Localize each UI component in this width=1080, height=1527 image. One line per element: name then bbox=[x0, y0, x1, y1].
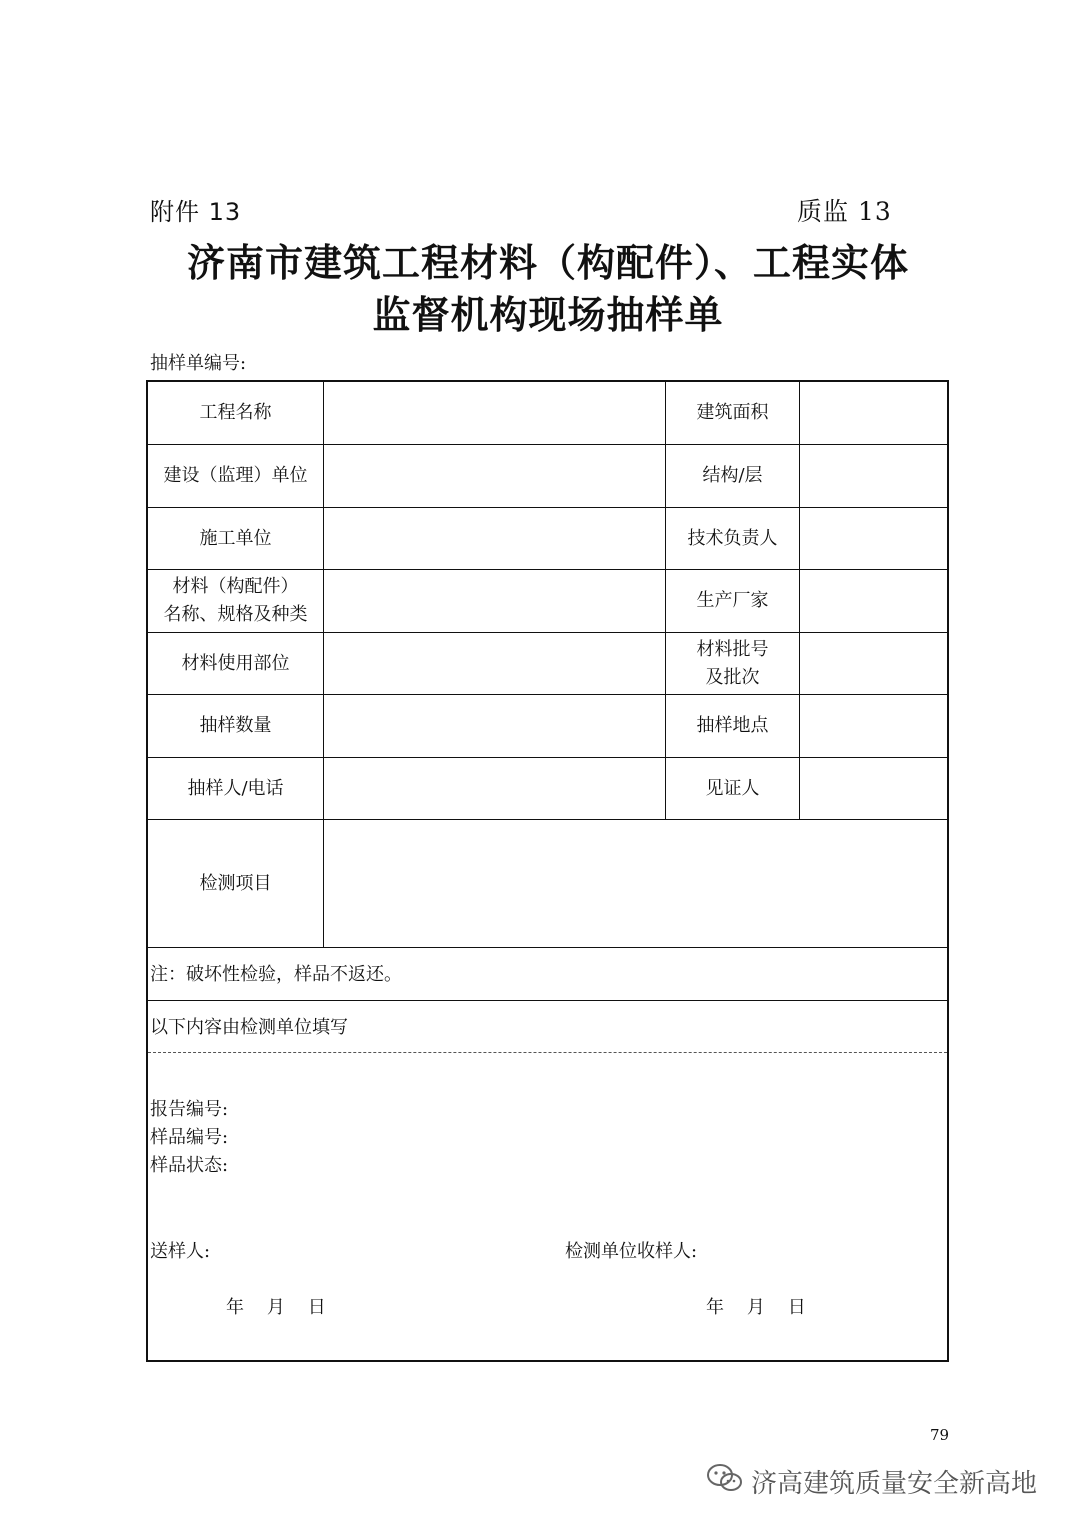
value-construction-unit[interactable] bbox=[324, 445, 665, 507]
label-construction-unit: 建设（监理）单位 bbox=[163, 465, 308, 486]
label-contractor: 施工单位 bbox=[199, 527, 272, 549]
wechat-icon bbox=[705, 1462, 745, 1501]
page-title-line1: 济南市建筑工程材料（构配件）、工程实体 bbox=[186, 240, 909, 285]
label-technical-lead: 技术负责人 bbox=[687, 527, 778, 549]
value-witness[interactable] bbox=[800, 758, 949, 819]
watermark-text: 济高建筑质量安全新高地 bbox=[751, 1469, 1038, 1499]
value-usage-location[interactable] bbox=[324, 633, 665, 694]
sample-state-label: 样品状态: bbox=[150, 1155, 229, 1176]
label-batch-number: 材料批号 及批次 bbox=[696, 638, 769, 688]
date-left: 年 月 日 bbox=[226, 1297, 326, 1318]
value-sampler-phone[interactable] bbox=[324, 758, 665, 819]
label-sampler-phone: 抽样人/电话 bbox=[187, 777, 284, 799]
sampling-form-table bbox=[146, 380, 949, 1362]
label-sampling-site: 抽样地点 bbox=[696, 715, 769, 736]
watermark bbox=[705, 1462, 1037, 1501]
value-building-area[interactable] bbox=[800, 382, 949, 444]
label-usage-location: 材料使用部位 bbox=[181, 652, 290, 674]
attachment-label: 附件 13 bbox=[150, 198, 242, 226]
sample-number-label: 样品编号: bbox=[150, 1127, 229, 1148]
page-title-line2: 监督机构现场抽样单 bbox=[372, 292, 724, 337]
value-batch-number[interactable] bbox=[800, 633, 949, 694]
value-technical-lead[interactable] bbox=[800, 508, 949, 569]
report-number-label: 报告编号: bbox=[150, 1099, 229, 1120]
value-project-name[interactable] bbox=[324, 382, 665, 444]
label-test-items: 检测项目 bbox=[199, 872, 272, 894]
label-building-area: 建筑面积 bbox=[696, 402, 769, 423]
value-test-items[interactable] bbox=[324, 820, 949, 947]
sender-label: 送样人: bbox=[150, 1241, 211, 1262]
label-structure-floors: 结构/层 bbox=[702, 465, 763, 486]
label-manufacturer: 生产厂家 bbox=[696, 590, 769, 611]
destructive-test-note: 注：破坏性检验，样品不返还。 bbox=[150, 964, 402, 985]
value-contractor[interactable] bbox=[324, 508, 665, 569]
date-right: 年 月 日 bbox=[706, 1297, 806, 1318]
value-material-spec[interactable] bbox=[324, 570, 665, 632]
lab-section-heading: 以下内容由检测单位填写 bbox=[150, 1017, 348, 1038]
form-code: 质监 13 bbox=[797, 197, 892, 226]
label-sample-quantity: 抽样数量 bbox=[199, 715, 272, 736]
serial-number-label: 抽样单编号: bbox=[150, 353, 247, 374]
value-structure-floors[interactable] bbox=[800, 445, 949, 507]
label-project-name: 工程名称 bbox=[199, 402, 272, 423]
receiver-label: 检测单位收样人: bbox=[565, 1241, 698, 1262]
label-witness: 见证人 bbox=[705, 777, 760, 799]
value-manufacturer[interactable] bbox=[800, 570, 949, 632]
label-material-spec: 材料（构配件） 名称、规格及种类 bbox=[163, 576, 308, 625]
value-sampling-site[interactable] bbox=[800, 695, 949, 757]
value-sample-quantity[interactable] bbox=[324, 695, 665, 757]
page-number: 79 bbox=[930, 1426, 950, 1444]
